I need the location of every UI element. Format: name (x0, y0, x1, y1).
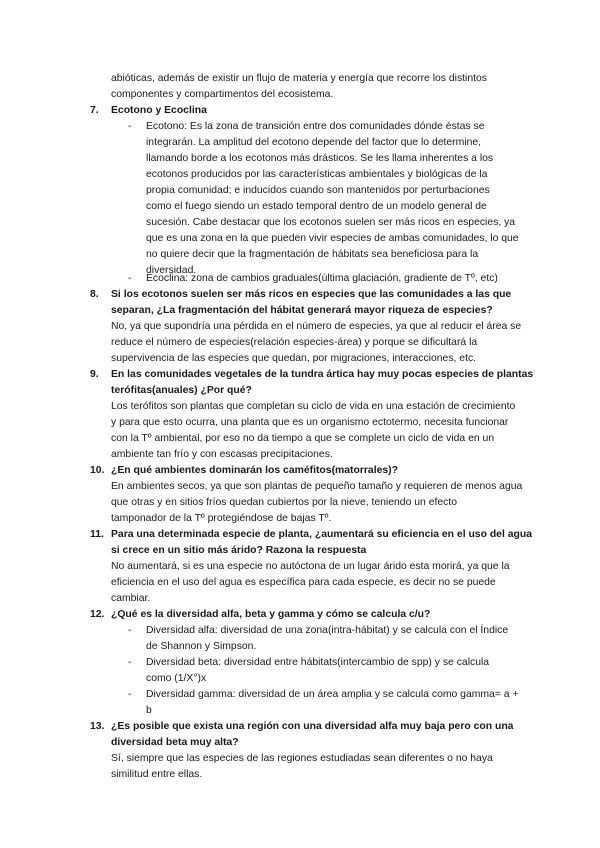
answer-line: Los terófitos son plantas que completan su ciclo de vida en una estación de crecimiento (111, 401, 516, 412)
answer-line: y para que esto ocurra, una planta que es un organismo ectotermo, necesita funcionar (111, 417, 509, 428)
answer-line: con la Tº ambiental, por eso no da tiempo a que se complete un ciclo de vida en un (111, 433, 495, 444)
heading-ecotono-ecoclina: Ecotono y Ecoclina (111, 105, 207, 116)
answer-line: En ambientes secos, ya que son plantas de pequeño tamaño y requieren de menos agua (111, 481, 523, 492)
question-line: ¿Es posible que exista una región con una diversidad alfa muy baja pero con una (111, 721, 514, 732)
ecotono-line: no quiere decir que la fragmentación de hábitats sea beneficiosa para la (146, 249, 479, 260)
item-number-12: 12. (90, 609, 105, 620)
answer-line: similitud entre ellas. (111, 769, 203, 780)
item-number-11: 11. (90, 529, 104, 540)
diversidad-gamma-line: Diversidad gamma: diversidad de un área amplia y se calcula como gamma= a + (146, 689, 519, 700)
intro-line: abióticas, además de existir un flujo de materia y energía que recorre los distintos (111, 73, 487, 84)
answer-line: ambiente tan frío y con escasas precipitaciones. (111, 449, 333, 460)
diversidad-alfa-line: Diversidad alfa: diversidad de una zona(intra-hábitat) y se calcula con el Índice (146, 625, 509, 636)
question-line: si crece en un sitio más árido? Razona la respuesta (111, 545, 367, 556)
answer-line: supervivencia de las especies que quedan, por migraciones, interacciones, etc. (111, 353, 477, 364)
question-line: ¿Qué es la diversidad alfa, beta y gamma y cómo se calcula c/u? (111, 609, 431, 620)
answer-line: que otras y en sitios fríos quedan cubiertos por la nieve, teniendo un efecto (111, 497, 457, 508)
question-line: En las comunidades vegetales de la tundra ártica hay muy pocas especies de plantas (111, 369, 534, 380)
ecotono-line: propia comunidad; e inducidos cuando son mantenidos por perturbaciones (146, 185, 490, 196)
answer-line: reduce el número de especies(relación especies-área) y porque se dificultará la (111, 337, 478, 348)
diversidad-alfa-line: de Shannon y Simpson. (146, 641, 257, 652)
answer-line: cambiar. (111, 593, 151, 604)
item-number-7: 7. (90, 105, 99, 116)
ecotono-line: integrarán. La amplitud del ecotono depende del factor que lo determine, (146, 137, 482, 148)
item-number-9: 9. (90, 369, 99, 380)
answer-line: No aumentará, si es una especie no autóctona de un lugar árido esta morirá, ya que la (111, 561, 510, 572)
bullet-dash: - (128, 689, 132, 700)
item-number-13: 13. (90, 721, 105, 732)
bullet-dash: - (128, 121, 132, 132)
question-line: terófitas(anuales) ¿Por qué? (111, 385, 252, 396)
question-line: Para una determinada especie de planta, ¿aumentará su eficiencia en el uso del agua (111, 529, 532, 540)
ecotono-line: ecotonos producidos por las características ambientales y biológicas de la (146, 169, 488, 180)
ecotono-line: sucesión. Cabe destacar que los ecotonos suelen ser más ricos en especies, ya (146, 217, 516, 228)
bullet-dash: - (128, 657, 132, 668)
question-line: separan, ¿La fragmentación del hábitat generará mayor riqueza de especies? (111, 305, 493, 316)
answer-line: eficiencia en el uso del agua es específica para cada especie, es decir no se puede (111, 577, 496, 588)
ecotono-line: diversidad. (146, 265, 197, 276)
answer-line: tamponador de la Tº protegiéndose de bajas Tº. (111, 513, 332, 524)
ecotono-line: llamando borde a los ecotonos más drásticos. Se les llama inherentes a los (146, 153, 494, 164)
ecotono-line: Ecotono: Es la zona de transición entre dos comunidades dónde éstas se (146, 121, 485, 132)
question-line: ¿En qué ambientes dominarán los caméfitos(matorrales)? (111, 465, 398, 476)
answer-line: No, ya que supondría una pérdida en el número de especies, ya que al reducir el área se (111, 321, 522, 332)
intro-line: componentes y compartimentos del ecosistema. (111, 89, 334, 100)
item-number-10: 10. (90, 465, 105, 476)
question-line: Si los ecotonos suelen ser más ricos en especies que las comunidades a las que (111, 289, 512, 300)
diversidad-beta-line: como (1/X°)x (146, 673, 207, 684)
bullet-dash: - (128, 625, 132, 636)
diversidad-beta-line: Diversidad beta: diversidad entre hábitats(intercambio de spp) y se calcula (146, 657, 490, 668)
ecotono-line: como el fuego siendo un estado temporal dentro de un modelo general de (146, 201, 487, 212)
bullet-dash: - (128, 273, 132, 284)
ecoclina-line: Ecoclina: zona de cambios graduales(última glaciación, gradiente de Tº, etc) (146, 273, 498, 284)
ecotono-line: que es una zona en la que pueden vivir especies de ambas comunidades, lo que (146, 233, 519, 244)
question-line: diversidad beta muy alta? (111, 737, 239, 748)
diversidad-gamma-line: b (146, 705, 152, 716)
answer-line: Sí, siempre que las especies de las regiones estudiadas sean diferentes o no haya (111, 753, 493, 764)
item-number-8: 8. (90, 289, 99, 300)
